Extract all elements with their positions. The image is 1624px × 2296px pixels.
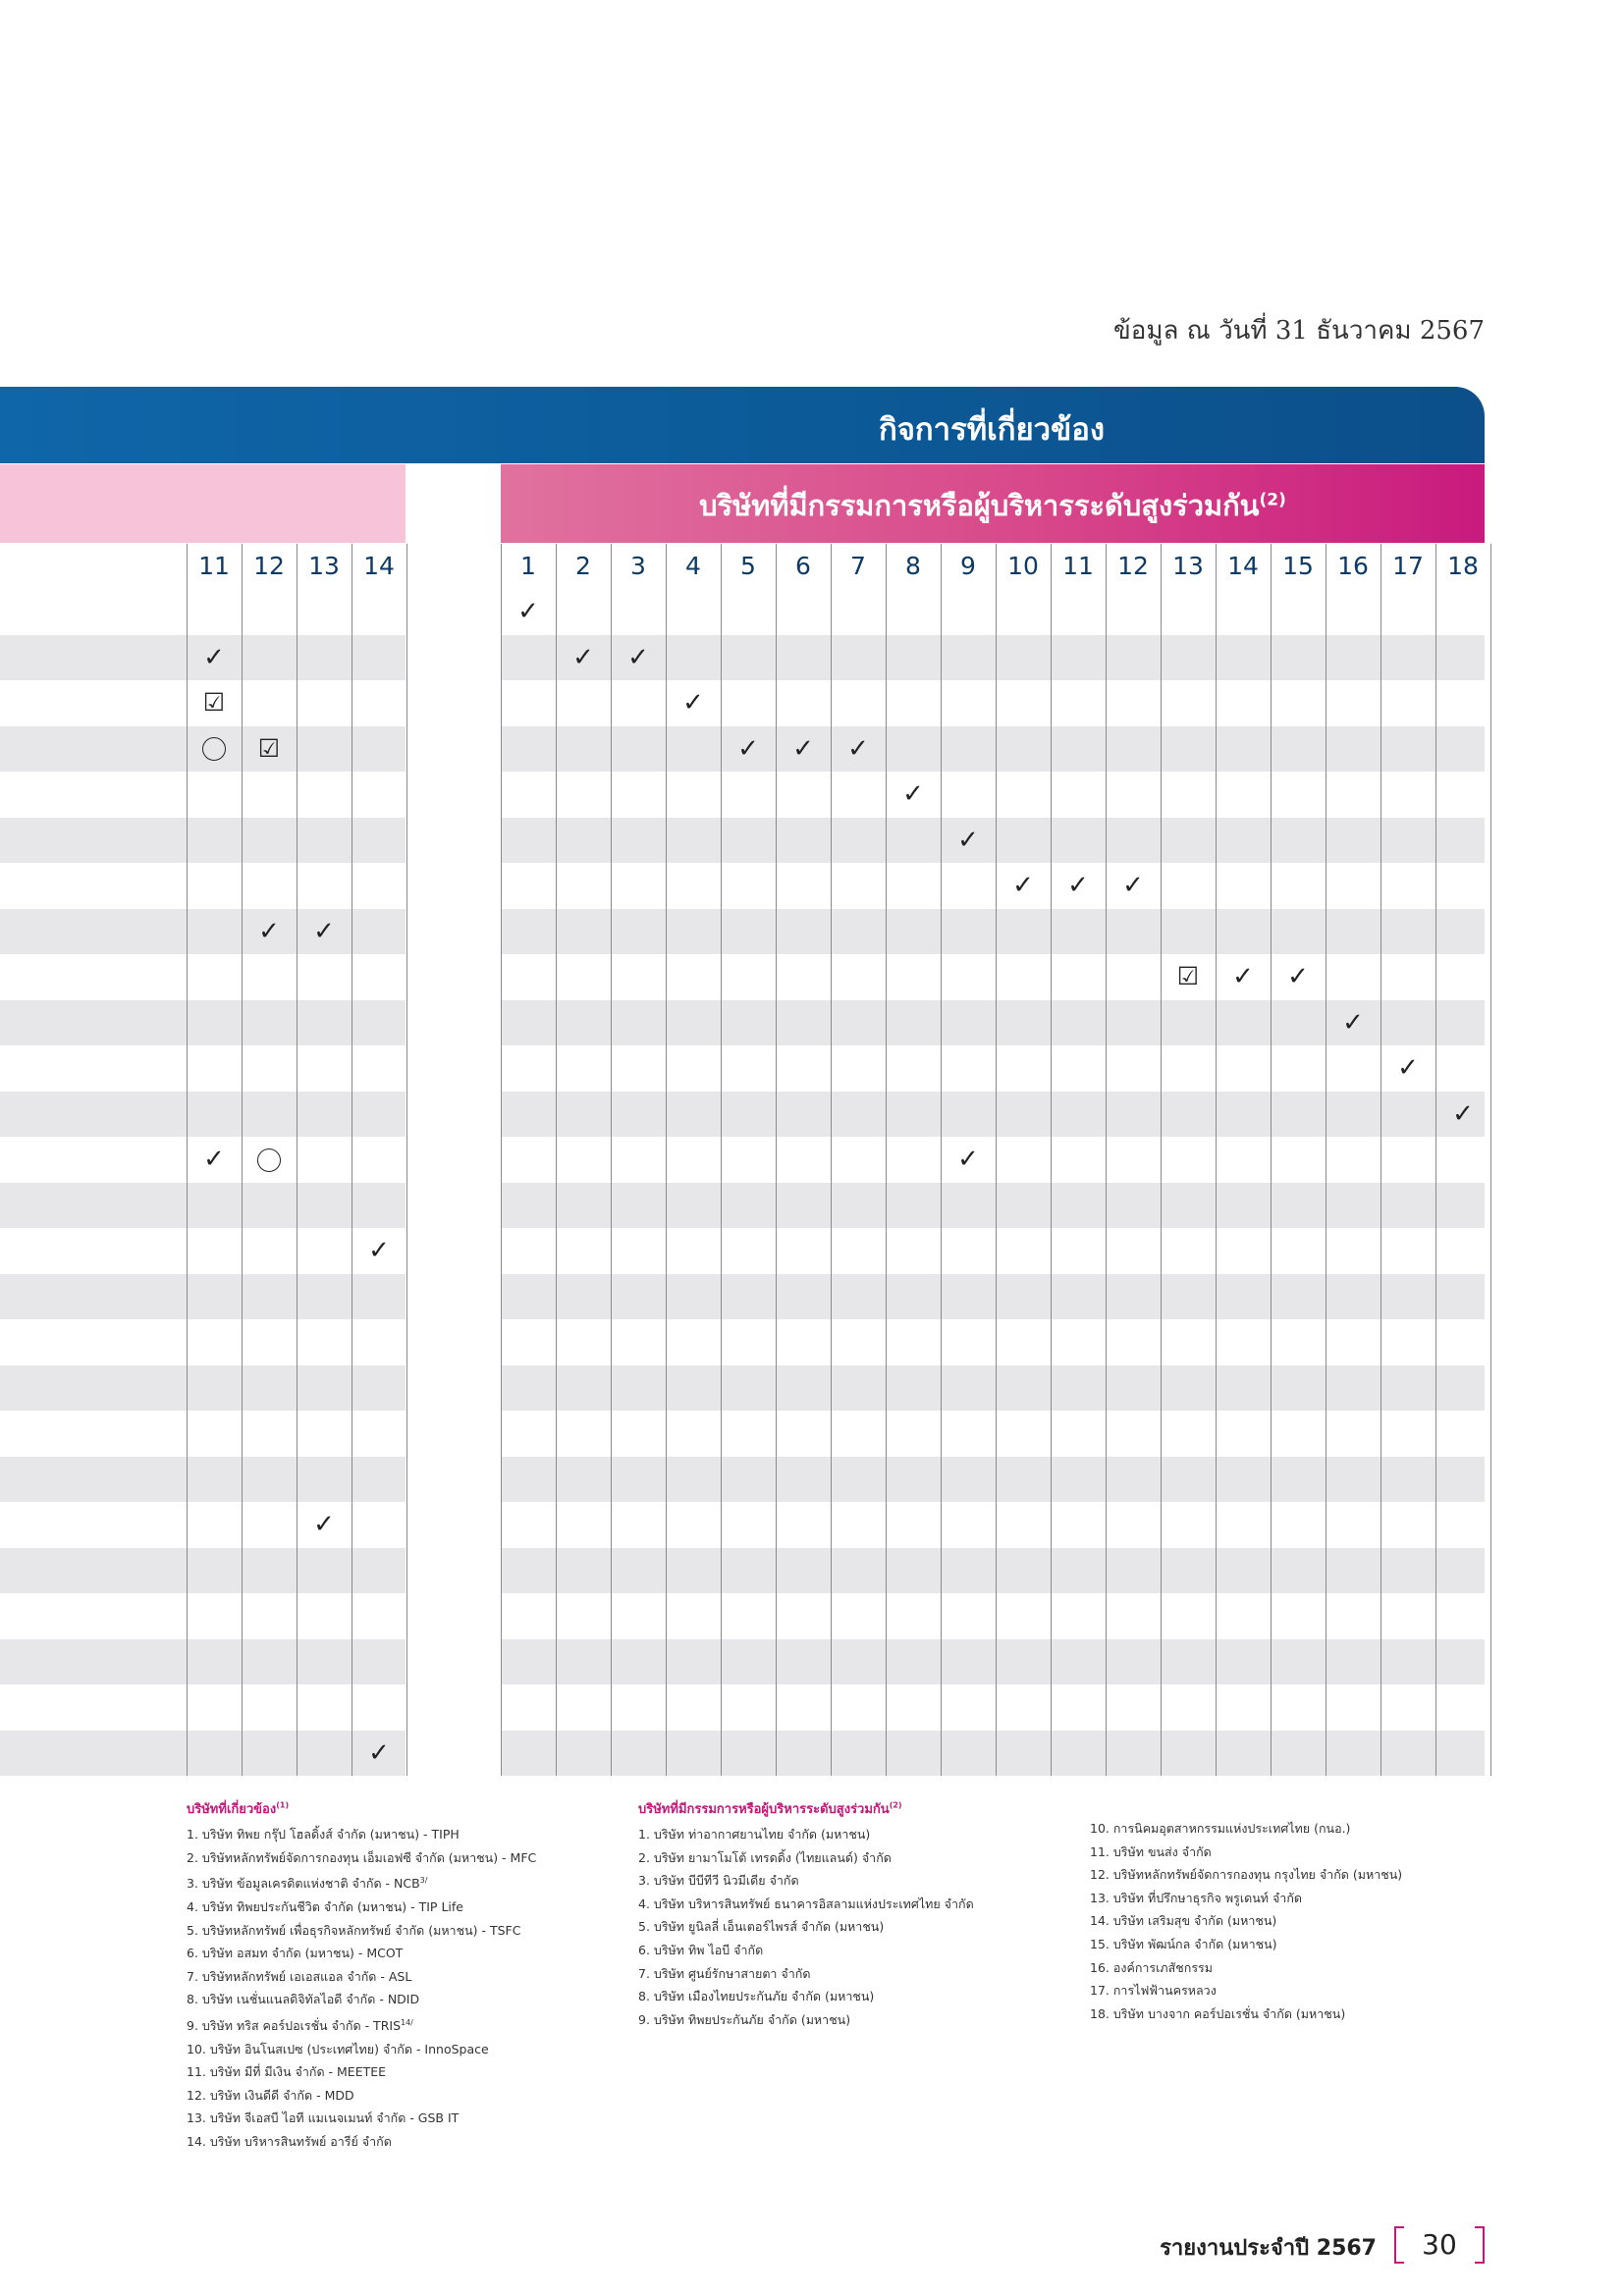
check-mark: ✓ [1067, 871, 1089, 900]
legend-item-text: 17. การไฟฟ้านครหลวง [1090, 1983, 1217, 1999]
legend-item-text: 16. องค์การเภสัชกรรม [1090, 1959, 1213, 1975]
report-title: รายงานประจำปี 2567 [1160, 2236, 1377, 2261]
shared-directors-title-text: บริษัทที่มีกรรมการหรือผู้บริหารระดับสูงร่วมกัน [699, 489, 1260, 522]
legend-item [638, 1939, 974, 1962]
column-header: 14 [1227, 552, 1259, 580]
legend-item-text: 12. บริษัท เงินดีดี จำกัด - MDD [187, 2087, 354, 2103]
table-row [0, 1365, 406, 1412]
check-mark: ✓ [517, 597, 539, 626]
box-mark: ☑ [202, 688, 226, 717]
table-row [501, 726, 1485, 773]
circle-icon [257, 1148, 281, 1172]
check-mark: ✓ [957, 825, 979, 855]
check-mark: ✓ [1342, 1007, 1364, 1038]
legend-item-text: 10. บริษัท อินโนสเปซ (ประเทศไทย) จำกัด - InnoSpace [187, 2041, 489, 2056]
legend-item-text: 3. บริษัท บีบีทีวี นิวมีเดีย จำกัด [638, 1873, 799, 1889]
legend-item-text: 11. บริษัท มีที่ มีเงิน จำกัด - MEETEE [187, 2064, 387, 2080]
legend-item [1090, 1863, 1402, 1887]
column-divider [1161, 544, 1162, 1776]
check-mark: ✓ [313, 916, 335, 946]
column-divider [666, 544, 667, 1776]
legend-shared-list [638, 1823, 974, 2031]
column-divider [1051, 544, 1052, 1776]
table-row [0, 1639, 406, 1685]
table-row [501, 909, 1485, 955]
table-row [501, 954, 1485, 1000]
legend-shared [638, 1798, 974, 2031]
legend-item [187, 2038, 536, 2061]
table-row [501, 772, 1485, 818]
check-mark: ✓ [1012, 871, 1034, 900]
box-mark: ☑ [257, 733, 281, 763]
legend-item-text: 3. บริษัท ข้อมูลเครดิตแห่งชาติ จำกัด - NCB [187, 1876, 420, 1892]
table-row [0, 1274, 406, 1320]
table-row [0, 1593, 406, 1639]
column-divider [406, 544, 407, 1776]
table-row [501, 1502, 1485, 1548]
legend-item-note: 3/ [419, 1876, 428, 1886]
legend-item [1090, 2002, 1402, 2026]
table-row [501, 1548, 1485, 1594]
legend-item-text: 6. บริษัท อสมท จำกัด (มหาชน) - MCOT [187, 1946, 404, 1961]
table-row [0, 1319, 406, 1365]
legend-item [638, 1823, 974, 1846]
circle-mark [242, 1137, 297, 1182]
column-divider [1380, 544, 1381, 1776]
legend-item [1090, 1887, 1402, 1910]
legend-item-text: 6. บริษัท ทิพ ไอบี จำกัด [638, 1942, 764, 1957]
legend-item [187, 2130, 536, 2154]
column-divider [1435, 544, 1436, 1776]
legend-related-note: (1) [276, 1800, 290, 1810]
legend-related-list [187, 1823, 536, 2154]
legend-item-text: 7. บริษัท ศูนย์รักษาสายตา จำกัด [638, 1965, 811, 1981]
table-row [501, 1274, 1485, 1320]
legend-item [638, 1893, 974, 1916]
shared-directors-header [501, 464, 1485, 543]
page-number-box [1394, 2226, 1485, 2264]
table-row [0, 863, 406, 909]
check-mark: ✓ [792, 733, 814, 764]
legend-item [1090, 1841, 1402, 1864]
legend-item [187, 2084, 536, 2108]
table-row [501, 1045, 1485, 1092]
shared-directors-title [501, 483, 1485, 528]
legend-item-text: 2. บริษัท ยามาโมโต้ เทรดดิ้ง (ไทยแลนด์) จำกัด [638, 1849, 892, 1865]
table-row [0, 1457, 406, 1503]
column-header: 13 [1172, 552, 1204, 580]
column-header: 2 [575, 552, 591, 580]
column-header: 4 [685, 552, 701, 580]
legend-item-text: 13. บริษัท ที่ปรึกษาธุรกิจ พรูเดนท์ จำกัด [1090, 1890, 1303, 1905]
legend-item [1090, 1933, 1402, 1956]
check-mark: ✓ [203, 1145, 225, 1174]
column-divider [556, 544, 557, 1776]
legend-item-text: 12. บริษัทหลักทรัพย์จัดการกองทุน กรุงไทย จำกัด (มหาชน) [1090, 1867, 1403, 1883]
column-divider [1216, 544, 1217, 1776]
legend-item-text: 5. บริษัท ยูนิลลี่ เอ็นเตอร์ไพรส์ จำกัด (มหาชน) [638, 1919, 885, 1935]
table-row [0, 772, 406, 818]
column-header: 14 [363, 552, 395, 580]
legend-item [1090, 1817, 1402, 1841]
legend-item [187, 1965, 536, 1989]
legend-item [187, 2011, 536, 2038]
legend-item [1090, 1979, 1402, 2002]
bracket-right [1475, 2226, 1485, 2264]
column-header: 15 [1282, 552, 1314, 580]
column-header: 16 [1337, 552, 1369, 580]
column-divider [1271, 544, 1272, 1776]
legend-item-text: 13. บริษัท จีเอสบี ไอที แมเนจเมนท์ จำกัด - GSB IT [187, 2110, 460, 2126]
legend-item-text: 9. บริษัท ทิพยประกันภัย จำกัด (มหาชน) [638, 2011, 851, 2027]
legend-item-text: 8. บริษัท เมืองไทยประกันภัย จำกัด (มหาชน) [638, 1989, 875, 2004]
page-footer [1080, 2226, 1485, 2266]
table-row [501, 1411, 1485, 1457]
date-line: ข้อมูล ณ วันที่ 31 ธันวาคม 2567 [1112, 316, 1485, 346]
check-mark: ✓ [1397, 1053, 1419, 1083]
legend-item-text: 11. บริษัท ขนส่ง จำกัด [1090, 1843, 1212, 1859]
legend-item [638, 1915, 974, 1939]
legend-item [1090, 1956, 1402, 1980]
check-mark: ✓ [682, 688, 704, 718]
column-header: 11 [198, 552, 230, 580]
table-row [501, 589, 1485, 635]
check-mark: ✓ [258, 916, 280, 946]
legend-shared-title-text: บริษัทที่มีกรรมการหรือผู้บริหารระดับสูงร่วมกัน [638, 1802, 890, 1817]
check-mark: ✓ [1452, 1098, 1474, 1129]
legend-item [638, 2008, 974, 2032]
legend-item [638, 1869, 974, 1893]
legend-item [187, 1942, 536, 1965]
table-row [501, 1183, 1485, 1229]
column-divider [611, 544, 612, 1776]
column-header: 6 [795, 552, 811, 580]
table-row [0, 954, 406, 1000]
legend-item [1090, 1909, 1402, 1933]
table-row [0, 1228, 406, 1274]
legend-item [187, 1869, 536, 1896]
table-row [501, 1228, 1485, 1274]
box-mark: ☑ [1176, 962, 1200, 990]
check-mark: ✓ [902, 779, 924, 809]
circle-icon [202, 737, 226, 761]
column-header: 18 [1447, 552, 1479, 580]
table-row [501, 1365, 1485, 1412]
legend-item-text: 15. บริษัท พัฒน์กล จำกัด (มหาชน) [1090, 1936, 1277, 1951]
legend-item [187, 1823, 536, 1846]
legend-item-text: 14. บริษัท บริหารสินทรัพย์ อารีย์ จำกัด [187, 2134, 392, 2150]
legend-item-text: 7. บริษัทหลักทรัพย์ เอเอสแอล จำกัด - ASL [187, 1968, 412, 1984]
legend-item-note: 14/ [401, 2017, 413, 2027]
legend-item [187, 1896, 536, 1919]
legend-item [187, 1919, 536, 1943]
legend-item [187, 1846, 536, 1870]
check-mark: ✓ [368, 1737, 390, 1768]
column-divider [1490, 544, 1491, 1776]
legend-item [187, 1988, 536, 2011]
table-row [501, 1731, 1485, 1777]
column-header: 5 [740, 552, 756, 580]
legend-item-text: 10. การนิคมอุตสาหกรรมแห่งประเทศไทย (กนอ.) [1090, 1821, 1351, 1836]
column-header: 17 [1392, 552, 1424, 580]
check-mark: ✓ [847, 733, 869, 764]
table-row [0, 1411, 406, 1457]
legend-item-text: 1. บริษัท ทิพย กรุ๊ป โฮลดิ้งส์ จำกัด (มหาชน) - TIPH [187, 1827, 460, 1842]
column-header: 12 [1117, 552, 1149, 580]
table-row [501, 1457, 1485, 1503]
legend-item [187, 2107, 536, 2130]
legend-related-title-text: บริษัทที่เกี่ยวข้อง [187, 1802, 277, 1817]
table-row [0, 1092, 406, 1138]
column-divider [996, 544, 997, 1776]
table-row [0, 818, 406, 864]
column-header: 9 [960, 552, 976, 580]
column-header: 12 [253, 552, 285, 580]
legend-item-text: 4. บริษัท ทิพยประกันชีวิต จำกัด (มหาชน) - TIP Life [187, 1898, 463, 1914]
column-divider [1106, 544, 1107, 1776]
check-mark: ✓ [1287, 962, 1309, 991]
legend-shared-title [638, 1798, 974, 1819]
check-mark: ✓ [203, 642, 225, 672]
legend-shared-list-2 [1090, 1817, 1402, 2025]
table-row [501, 680, 1485, 726]
check-mark: ✓ [1122, 871, 1144, 900]
table-row [0, 1548, 406, 1594]
column-header: 7 [850, 552, 866, 580]
page-number: 30 [1422, 2228, 1457, 2261]
table-row [501, 1639, 1485, 1685]
check-mark: ✓ [737, 733, 759, 764]
table-row [0, 1684, 406, 1731]
table-row [0, 589, 406, 635]
column-header: 11 [1062, 552, 1094, 580]
shared-directors-note: (2) [1259, 490, 1286, 510]
legend-related [187, 1798, 536, 2154]
table-row [501, 1593, 1485, 1639]
legend-item [638, 1985, 974, 2008]
column-header: 8 [905, 552, 921, 580]
check-mark: ✓ [627, 642, 649, 672]
legend-item-text: 1. บริษัท ท่าอากาศยานไทย จำกัด (มหาชน) [638, 1827, 871, 1842]
check-mark: ✓ [572, 642, 594, 672]
check-mark: ✓ [957, 1145, 979, 1174]
related-companies-header [0, 464, 406, 543]
related-businesses-banner [0, 387, 1485, 463]
column-header: 13 [308, 552, 340, 580]
legend-item-text: 8. บริษัท เนชั่นแนลดิจิทัลไอดี จำกัด - NDID [187, 1992, 420, 2007]
table-row [0, 1000, 406, 1046]
column-divider [297, 544, 298, 1776]
check-mark: ✓ [1232, 962, 1254, 991]
legend-item [638, 1962, 974, 1986]
check-mark: ✓ [313, 1510, 335, 1539]
legend-related-title [187, 1798, 536, 1819]
table-row [501, 1319, 1485, 1365]
table-row [0, 1183, 406, 1229]
table-row [501, 1684, 1485, 1731]
table-row [0, 1731, 406, 1777]
legend-item-text: 9. บริษัท ทริส คอร์ปอเรชั่น จำกัด - TRIS [187, 2018, 401, 2034]
related-companies-grid [0, 544, 406, 1776]
banner-title: กิจการที่เกี่ยวข้อง [878, 412, 1106, 448]
legend-item [638, 1846, 974, 1870]
legend-shared-note: (2) [889, 1800, 902, 1810]
table-row [0, 1045, 406, 1092]
column-header: 1 [520, 552, 536, 580]
column-header: 3 [630, 552, 646, 580]
legend-item-text: 14. บริษัท เสริมสุข จำกัด (มหาชน) [1090, 1913, 1277, 1929]
column-divider [886, 544, 887, 1776]
legend-shared-col2 [1090, 1798, 1402, 2025]
legend-item-text: 4. บริษัท บริหารสินทรัพย์ ธนาคารอิสลามแห่งประเทศไทย จำกัด [638, 1896, 974, 1911]
circle-mark [187, 726, 242, 772]
table-row [501, 863, 1485, 909]
column-header: 10 [1007, 552, 1039, 580]
legend-item-text: 18. บริษัท บางจาก คอร์ปอเรชั่น จำกัด (มหาชน) [1090, 2005, 1346, 2021]
column-divider [501, 544, 502, 1776]
check-mark: ✓ [368, 1236, 390, 1265]
legend-item-text: 5. บริษัทหลักทรัพย์ เพื่อธุรกิจหลักทรัพย์ จำกัด (มหาชน) - TSFC [187, 1922, 521, 1938]
legend-item [187, 2060, 536, 2084]
legend-item-text: 2. บริษัทหลักทรัพย์จัดการกองทุน เอ็มเอฟซี จำกัด (มหาชน) - MFC [187, 1849, 537, 1865]
shared-directors-grid [501, 544, 1485, 1776]
table-row [501, 1092, 1485, 1138]
